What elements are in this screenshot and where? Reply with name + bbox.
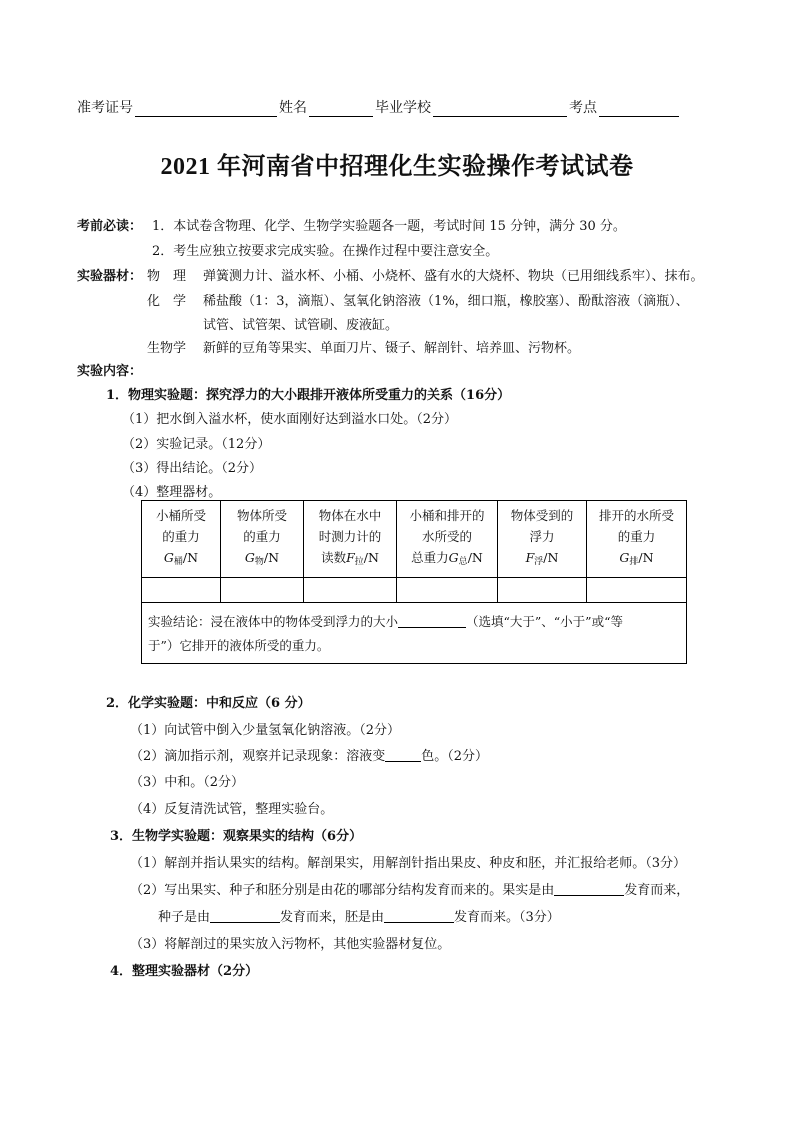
input-cell-object-weight[interactable] (221, 578, 304, 603)
fruit-origin-blank[interactable] (554, 881, 624, 896)
header-cell-buoyancy: 物体受到的 浮力 $F_浮/N$ (498, 501, 587, 578)
name-field[interactable] (309, 101, 373, 117)
chemistry-exp-title: 2．化学实验题：中和反应（6 分） (106, 696, 311, 711)
physics-exp-title: 1．物理实验题：探究浮力的大小跟排开液体所受重力的关系（16分） (106, 388, 511, 403)
input-cell-bucket-weight[interactable] (142, 578, 221, 603)
physics-step-4: （4）整理器材。 (122, 485, 222, 500)
exam-site-field[interactable] (599, 101, 679, 117)
chemistry-step-4: （4）反复清洗试管，整理实验台。 (130, 802, 334, 817)
biology-step-3: （3）将解剖过的果实放入污物杯，其他实验器材复位。 (130, 937, 451, 952)
biology-step-1: （1）解剖并指认果实的结构。解剖果实，用解剖针指出果皮、种皮和胚，并汇报给老师。（3分） (130, 856, 687, 871)
equipment-biology-list: 新鲜的豆角等果实、单面刀片、镊子、解剖针、培养皿、污物杯。 (203, 341, 581, 356)
input-cell-total-weight[interactable] (397, 578, 498, 603)
chemistry-step-3: （3）中和。（2分） (130, 775, 245, 790)
chemistry-step-1: （1）向试管中倒入少量氢氧化钠溶液。（2分） (130, 723, 401, 738)
school-field[interactable] (433, 101, 567, 117)
school-label: 毕业学校 (375, 100, 431, 116)
equipment-chemistry-label: 化 学 (147, 294, 187, 309)
admission-number-field[interactable] (135, 101, 277, 117)
header-cell-object-weight: 物体所受 的重力 $G_物/N$ (221, 501, 304, 578)
exam-header (77, 97, 717, 117)
exam-site-label: 考点 (569, 100, 597, 116)
equipment-physics-list: 弹簧测力计、溢水杯、小桶、小烧杯、盛有水的大烧杯、物块（已用细线系牢）、抹布。 (203, 269, 704, 284)
conclusion-blank[interactable] (398, 613, 466, 628)
seed-origin-blank[interactable] (210, 908, 280, 923)
physics-step-3: （3）得出结论。（2分） (122, 461, 263, 476)
header-cell-bucket-weight: 小桶所受 的重力 $G_桶/N$ (142, 501, 221, 578)
color-blank[interactable] (385, 747, 421, 762)
input-cell-scale-reading[interactable] (304, 578, 397, 603)
table-input-row (142, 578, 687, 603)
table-conclusion-row (142, 603, 687, 664)
notice-label: 考前必读： (77, 219, 143, 234)
physics-step-2: （2）实验记录。（12分） (122, 437, 271, 452)
biology-step-2-line-2: 种子是由 发育而来，胚是由 发育而来。（3分） (158, 910, 560, 925)
page-title: 2021 年河南省中招理化生实验操作考试试卷 (160, 154, 634, 180)
header-cell-total-weight: 小桶和排开的 水所受的 总重力$G_总/N$ (397, 501, 498, 578)
equipment-physics-label: 物 理 (147, 269, 187, 284)
biology-exp-title: 3．生物学实验题：观察果实的结构（6分） (110, 829, 363, 844)
embryo-origin-blank[interactable] (384, 908, 454, 923)
admission-number-label: 准考证号 (77, 100, 133, 116)
table-header-row (142, 501, 687, 578)
header-cell-scale-reading: 物体在水中 时测力计的 读数$F_拉/N$ (304, 501, 397, 578)
equipment-biology-label: 生物学 (147, 341, 187, 356)
physics-step-1: （1）把水倒入溢水杯，使水面刚好达到溢水口处。（2分） (122, 412, 458, 427)
notice-item-2: 2．考生应独立按要求完成实验。在操作过程中要注意安全。 (152, 244, 499, 259)
biology-step-2-line-1: （2）写出果实、种子和胚分别是由花的哪部分结构发育而来的。果实是由 发育而来， (130, 883, 690, 898)
equipment-label: 实验器材： (77, 269, 143, 284)
notice-item-1: 1．本试卷含物理、化学、生物学实验题各一题，考试时间 15 分钟，满分 30 分。 (152, 219, 626, 234)
physics-record-table (141, 500, 687, 664)
name-label: 姓名 (279, 100, 307, 116)
equipment-chemistry-list-2: 试管、试管架、试管刷、废液缸。 (203, 318, 399, 333)
content-label: 实验内容： (77, 364, 143, 379)
input-cell-buoyancy[interactable] (498, 578, 587, 603)
equipment-chemistry-list-1: 稀盐酸（1：3，滴瓶）、氢氧化钠溶液（1%，细口瓶，橡胶塞）、酚酞溶液（滴瓶）、 (203, 294, 689, 309)
input-cell-displaced-weight[interactable] (587, 578, 687, 603)
organize-equipment-item: 4．整理实验器材（2分） (110, 964, 259, 979)
conclusion-cell: 实验结论：浸在液体中的物体受到浮力的大小 （选填“大于”、“小于”或“等 于”）它排开的液体所受的重力。 (142, 603, 687, 664)
header-cell-displaced-weight: 排开的水所受 的重力 $G_排/N$ (587, 501, 687, 578)
chemistry-step-2: （2）滴加指示剂，观察并记录现象：溶液变 色。（2分） (130, 749, 489, 764)
